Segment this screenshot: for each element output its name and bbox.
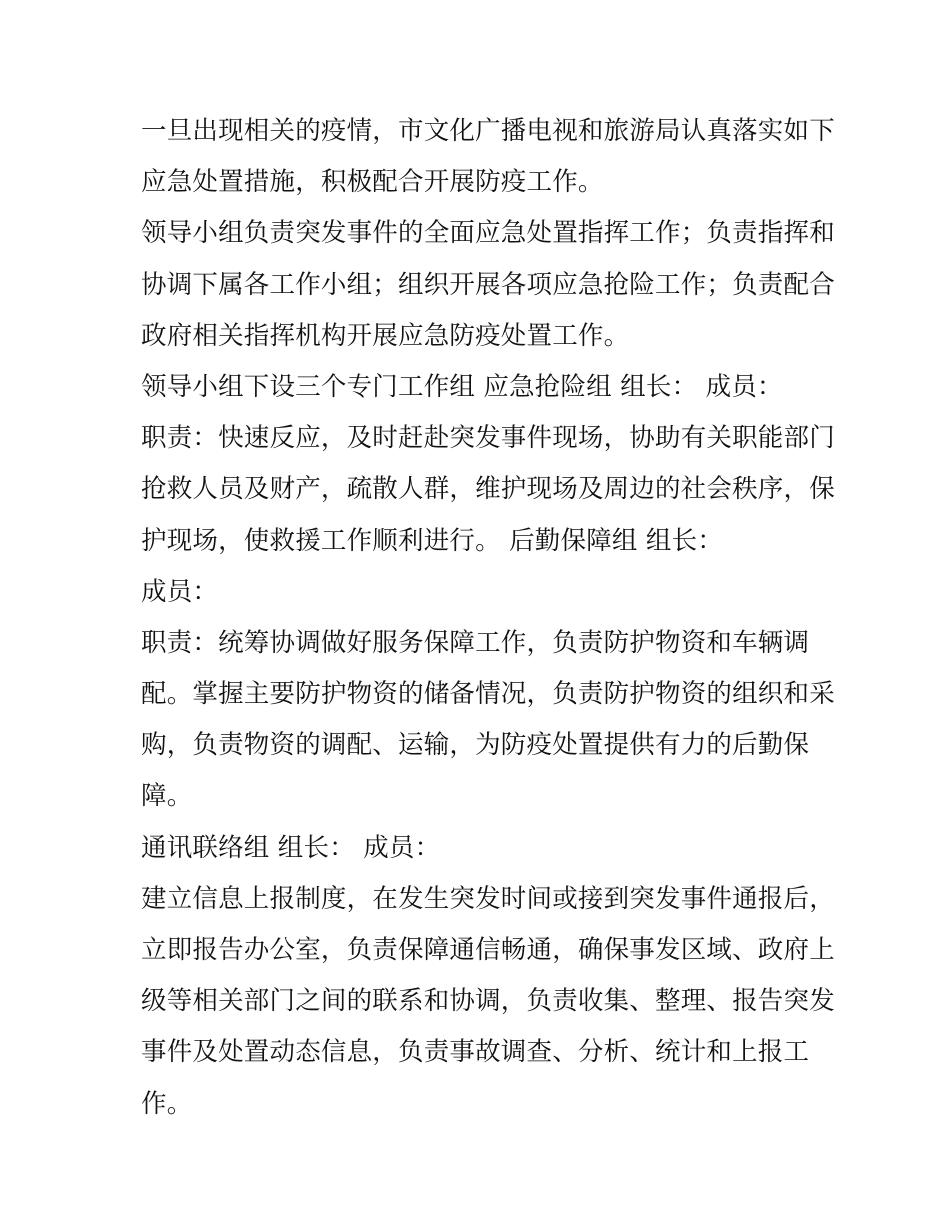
text-line: 抢救人员及财产，疏散人群，维护现场及周边的社会秩序，保 xyxy=(141,474,835,505)
document-body xyxy=(141,106,835,1130)
text-line: 领导小组负责突发事件的全面应急处置指挥工作；负责指挥和 xyxy=(141,218,835,249)
text-line: 购，负责物资的调配、运输，为防疫处置提供有力的后勤保 xyxy=(141,730,810,761)
text-line: 应急处置措施，积极配合开展防疫工作。 xyxy=(141,167,604,198)
text-line: 障。 xyxy=(141,781,193,812)
text-line: 事件及处置动态信息，负责事故调查、分析、统计和上报工 xyxy=(141,1037,810,1068)
text-line: 级等相关部门之间的联系和协调，负责收集、整理、报告突发 xyxy=(141,986,835,1017)
text-line: 领导小组下设三个专门工作组 应急抢险组 组长： 成员： xyxy=(141,371,783,402)
text-line: 作。 xyxy=(141,1088,193,1119)
text-line: 建立信息上报制度，在发生突发时间或接到突发事件通报后， xyxy=(141,883,835,914)
text-line: 通讯联络组 组长： 成员： xyxy=(141,832,441,863)
text-line: 职责：快速反应，及时赶赴突发事件现场，协助有关职能部门 xyxy=(141,423,835,454)
text-line: 成员： xyxy=(141,576,219,607)
text-line: 护现场，使救援工作顺利进行。 后勤保障组 组长： xyxy=(141,525,724,556)
text-line: 政府相关指挥机构开展应急防疫处置工作。 xyxy=(141,320,630,351)
text-line: 协调下属各工作小组；组织开展各项应急抢险工作；负责配合 xyxy=(141,269,835,300)
text-line: 职责：统筹协调做好服务保障工作，负责防护物资和车辆调 xyxy=(141,627,810,658)
text-line: 一旦出现相关的疫情，市文化广播电视和旅游局认真落实如下 xyxy=(141,116,835,146)
text-line: 配。掌握主要防护物资的储备情况，负责防护物资的组织和采 xyxy=(141,679,835,710)
text-line: 立即报告办公室，负责保障通信畅通，确保事发区域、政府上 xyxy=(141,935,835,965)
